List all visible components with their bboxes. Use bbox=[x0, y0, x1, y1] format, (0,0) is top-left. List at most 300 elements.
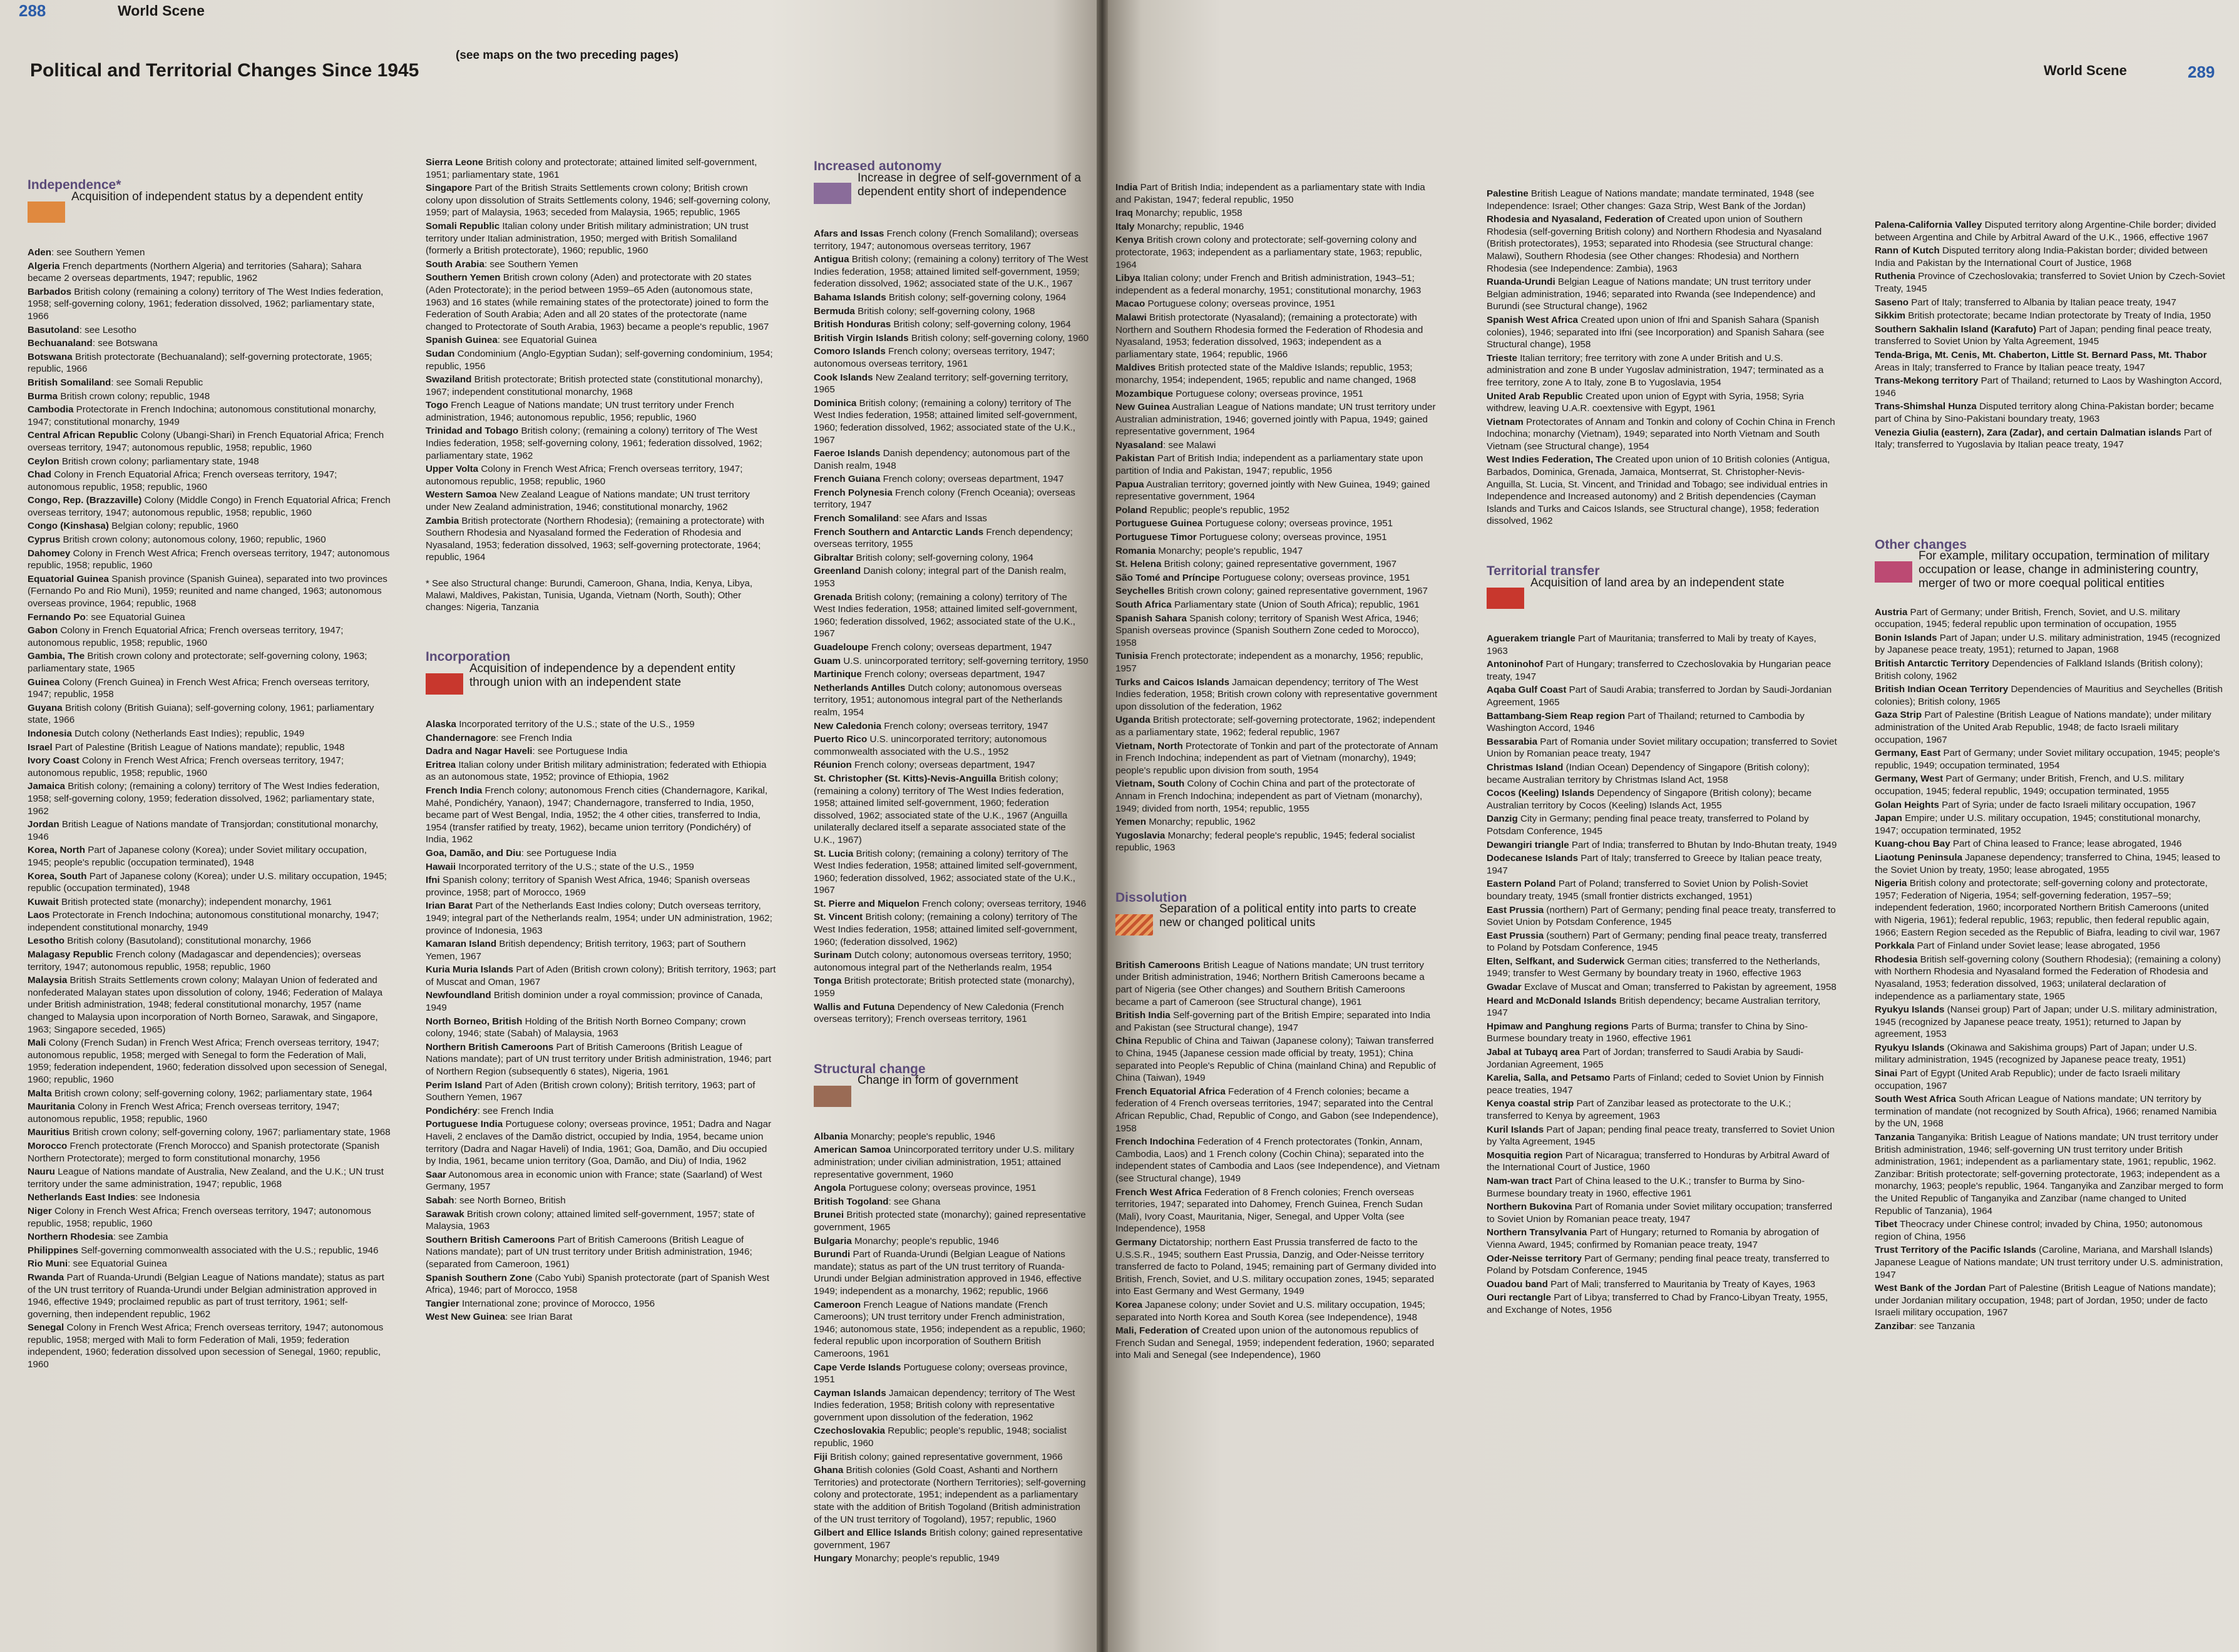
entry-name: Barbados bbox=[28, 286, 72, 297]
entry-list bbox=[1115, 959, 1441, 1362]
entry-name: Gilbert and Ellice Islands bbox=[814, 1527, 927, 1539]
entry bbox=[1487, 1150, 1837, 1174]
entry-text: Part of Syria; under de facto Israeli military occupation, 1967 bbox=[1939, 799, 2196, 810]
entry bbox=[1115, 959, 1441, 1008]
entry bbox=[1487, 1253, 1837, 1277]
entry bbox=[426, 272, 776, 333]
entry-name: Kamaran Island bbox=[426, 939, 497, 950]
entry-text: British colony; gained representative government, 1967 bbox=[814, 1527, 1083, 1551]
entry-name: Nyasaland bbox=[1115, 439, 1163, 451]
entry-text: British protectorate; British protected state (constitutional monarchy), 1967; independent constitutional monarchy, 1968 bbox=[426, 374, 763, 397]
entry bbox=[426, 874, 776, 899]
entry-text: U.S. unincorporated territory; autonomous commonwealth associated with the U.S., 1952 bbox=[814, 734, 1047, 757]
entry-text: Portuguese colony; overseas province, 1951 bbox=[846, 1183, 1037, 1194]
entry-name: Kuria Muria Islands bbox=[426, 964, 514, 976]
entry-text: British crown colony (Aden) and protectorate with 20 states (Aden Protectorate); in the period between 1959–65 Aden (autonomous state, 1963) and 16 states (while remaining states of the protectorate) joined to form the Federation of South Arabia; Aden and all 20 states of the protectorate (name changed to Protectorate of South Arabia, 1963) became a people's republic, 1967 bbox=[426, 272, 769, 332]
entry-name: Bermuda bbox=[814, 305, 855, 317]
entry-list bbox=[1875, 219, 2225, 451]
entry bbox=[1875, 658, 2225, 682]
entry-text: Protectorate in French Indochina; autonomous constitutional monarchy, 1947; independent constitutional monarchy, 1949 bbox=[28, 910, 379, 933]
entry-text: Spanish colony; territory of Spanish West Africa, 1946; Spanish overseas province, 1958; part of Morocco, 1969 bbox=[426, 875, 751, 898]
entry bbox=[1875, 799, 2225, 812]
entry bbox=[1487, 1292, 1837, 1316]
entry-name: Northern Rhodesia bbox=[28, 1231, 113, 1243]
entry-name: Tunisia bbox=[1115, 651, 1149, 662]
entry-text: French colony (Madagascar and dependencies); overseas territory, 1947; autonomous republic, 1958; republic, 1960 bbox=[28, 949, 361, 972]
entry-text: Protectorate in French Indochina; autonomous constitutional monarchy, 1947; constitutional monarchy, 1949 bbox=[28, 404, 376, 427]
entry-text: British protectorate (Nyasaland); (remaining a protectorate) with Northern and Southern Rhodesia formed the Federation of Rhodesia and Nyasaland, 1953; federation dissolved, 1963; independent as a parliamentary state, 1964; republic, 1966 bbox=[1115, 312, 1423, 360]
entry-name: Mosquitia region bbox=[1487, 1150, 1563, 1161]
entry-name: Netherlands East Indies bbox=[28, 1192, 136, 1203]
entry-name: Palestine bbox=[1487, 188, 1529, 199]
entry-name: Rhodesia and Nyasaland, Federation of bbox=[1487, 214, 1665, 225]
entry-name: Ruanda-Urundi bbox=[1487, 277, 1555, 288]
entry-name: Italy bbox=[1115, 221, 1135, 232]
entry-text: Part of Japanese colony (Korea); under Soviet military occupation, 1945; people's republic (occupation terminated), 1948 bbox=[28, 845, 367, 868]
entry-name: Goa, Damão, and Diu bbox=[426, 847, 521, 859]
entry-text: (Okinawa and Sakishima groups) Part of Japan; under U.S. military administration, 1945 (recognized by Japanese peace treaty, 1951) bbox=[1875, 1042, 2197, 1066]
entry-text: Monarchy; federal people's republic, 1945; federal socialist republic, 1963 bbox=[1115, 830, 1415, 854]
entry-text: British colony; self-governing colony, 1968 bbox=[854, 305, 1035, 317]
entry-name: Korea, North bbox=[28, 845, 85, 856]
entry bbox=[28, 728, 391, 740]
entry bbox=[1487, 684, 1837, 708]
entry-text: Part of Germany; under Soviet military occupation, 1945; people's republic, 1949; occupation terminated, 1954 bbox=[1875, 748, 2220, 771]
entry bbox=[28, 494, 391, 519]
entry bbox=[1487, 852, 1837, 877]
entry-text: : see Afars and Issas bbox=[898, 513, 987, 524]
entry-text: : see Southern Yemen bbox=[484, 258, 578, 270]
entry-name: Elten, Selfkant, and Suderwick bbox=[1487, 956, 1625, 967]
entry bbox=[1115, 1325, 1441, 1362]
entry-name: French Guiana bbox=[814, 474, 881, 485]
entry-name: Puerto Rico bbox=[814, 734, 868, 745]
entry-name: Tibet bbox=[1875, 1219, 1898, 1230]
entry-text: Part of Germany; pending final peace treaty, transferred to Poland by Potsdam Conference, 1945 bbox=[1487, 1253, 1830, 1277]
entry-text: Parts of Finland; ceded to Soviet Union by Finnish peace treaties, 1947 bbox=[1487, 1073, 1824, 1096]
entry-text: : see Southern Yemen bbox=[51, 247, 145, 258]
entry-name: Albania bbox=[814, 1131, 848, 1142]
entry-text: Incorporated territory of the U.S.; state of the U.S., 1959 bbox=[456, 719, 695, 730]
entry-name: Pondichéry bbox=[426, 1105, 478, 1116]
entry bbox=[1875, 632, 2225, 656]
entry-name: Guyana bbox=[28, 702, 63, 713]
entry-name: Algeria bbox=[28, 260, 60, 272]
entry bbox=[1487, 390, 1837, 415]
entry bbox=[28, 1037, 391, 1086]
color-swatch bbox=[814, 183, 851, 204]
entry-text: Federation of 4 French protectorates (Tonkin, Annam, Cambodia, Laos) and 1 French colony (Cochin China); separated into the independent states of Cambodia and Laos (see Independence), and Vietnam (see Structural change), 1949 bbox=[1115, 1136, 1440, 1184]
entry bbox=[28, 260, 391, 285]
entry-name: Trinidad and Tobago bbox=[426, 426, 519, 437]
entry-name: Martinique bbox=[814, 669, 862, 680]
entry-text: Monarchy; people's republic, 1949 bbox=[852, 1553, 1000, 1564]
entry-text: Self-governing part of the British Empire; separated into India and Pakistan (see Structural change), 1947 bbox=[1115, 1010, 1431, 1033]
entry bbox=[1875, 812, 2225, 837]
entry-text: British Straits Settlements crown colony; Malayan Union of federated and nonfederated Malayan states upon dissolution of colony, 1946; Federation of Malaya under British administration, 1948; federal constitutional monarchy, 1957 (name changed to Malaysia upon incorporation of North Borneo, Sarawak, and Singapore, 1963; Singapore seceded, 1965) bbox=[28, 975, 383, 1035]
entry-text: Part of Saudi Arabia; transferred to Jordan by Saudi-Jordanian Agreement, 1965 bbox=[1487, 685, 1832, 708]
entry-text: : see French India bbox=[496, 732, 572, 743]
entry-name: French Southern and Antarctic Lands bbox=[814, 526, 984, 538]
entry bbox=[28, 1101, 391, 1125]
entry-name: Trust Territory of the Pacific Islands bbox=[1875, 1245, 2036, 1256]
entry bbox=[814, 975, 1089, 999]
entry-text: : see Ghana bbox=[888, 1196, 941, 1207]
entry-name: Danzig bbox=[1487, 813, 1518, 825]
entry-name: Ceylon bbox=[28, 456, 59, 467]
entry-text: International zone; province of Morocco, 1956 bbox=[459, 1298, 655, 1309]
entry-text: Part of Egypt (United Arab Republic); under de facto Israeli military occupation, 1967 bbox=[1875, 1068, 2180, 1091]
entry-name: Bessarabia bbox=[1487, 736, 1538, 747]
entry bbox=[426, 1079, 776, 1104]
entry-text: Colony in French Equatorial Africa; French overseas territory, 1947; autonomous republic, 1958; republic, 1960 bbox=[28, 469, 337, 492]
entry-name: Germany, East bbox=[1875, 748, 1941, 759]
entry bbox=[814, 848, 1089, 897]
entry-name: Spanish Southern Zone bbox=[426, 1272, 533, 1283]
entry bbox=[1487, 1046, 1837, 1071]
entry bbox=[814, 253, 1089, 290]
entry-text: (Caroline, Mariana, and Marshall Islands) Japanese League of Nations mandate; UN trust territory under U.S. administration, 1947 bbox=[1875, 1245, 2223, 1280]
entry-name: Netherlands Antilles bbox=[814, 682, 906, 693]
entry bbox=[28, 429, 391, 454]
entry-name: West Bank of the Jordan bbox=[1875, 1283, 1986, 1294]
entry-text: French colony; overseas department, 1947 bbox=[880, 474, 1064, 485]
entry-text: British colony; (remaining a colony) territory of The West Indies federation, 1958; attained limited self-government, 1960; (federation dissolved, 1962) bbox=[814, 912, 1078, 947]
entry-name: São Tomé and Príncipe bbox=[1115, 572, 1220, 583]
category-title: Dissolution bbox=[1115, 890, 1187, 905]
color-swatch bbox=[426, 673, 463, 695]
entry-text: British crown colony; gained representative government, 1967 bbox=[1164, 586, 1428, 597]
entry-text: (Nansei group) Part of Japan; under U.S. military administration, 1945 (recognized by Japanese peace treaty, 1951); returned to Japan by agreement, 1953 bbox=[1875, 1004, 2217, 1040]
entry-text: Italian colony under British military administration; UN trust territory under Italian administration, 1950; merged with British Somaliland (formerly a British protectorate), 1960; republic, 1960 bbox=[426, 220, 749, 257]
entry bbox=[1115, 1299, 1441, 1323]
entry-name: Dadra and Nagar Haveli bbox=[426, 746, 533, 757]
entry-text: Created upon union of Southern Rhodesia (self-governing British colony) and Northern Rhodesia and Nyasaland (British protectorates), 1953; separated into Rhodesia (see Structural change: Malawi), Southern Rhodesia (see Other changes: Rhodesia) and Northern Rhodesia (see Independence: Zambia), 1963 bbox=[1487, 214, 1822, 274]
entry bbox=[814, 1464, 1089, 1526]
entry bbox=[814, 487, 1089, 511]
entry bbox=[28, 337, 391, 350]
color-swatch bbox=[1115, 914, 1153, 936]
entry-name: Hungary bbox=[814, 1553, 853, 1564]
entry-name: Swaziland bbox=[426, 374, 472, 385]
entry-name: British Togoland bbox=[814, 1196, 889, 1207]
entry bbox=[1487, 956, 1837, 980]
entry-text: Dutch colony; autonomous overseas territory, 1950; autonomous integral part of the Netherlands realm, 1954 bbox=[814, 950, 1072, 973]
entry-name: Northern Bukovina bbox=[1487, 1201, 1572, 1213]
entry bbox=[1115, 479, 1441, 503]
entry bbox=[1487, 878, 1837, 902]
entry-text: Dependency of New Caledonia (French overseas territory); French overseas territory, 1961 bbox=[814, 1001, 1064, 1025]
entry-name: Chad bbox=[28, 469, 51, 481]
entry-text: : see Indonesia bbox=[135, 1192, 200, 1203]
entry-text: South African League of Nations mandate; UN territory by termination of mandate (not recognized by South Africa), 1966; renamed Namibia by the UN, 1968 bbox=[1875, 1094, 2217, 1129]
entry-text: British colony; (remaining a colony) territory of The West Indies federation, 1958; attained limited self-government, 1959; federation dissolved, 1962; associated state of the U.K., 1967 bbox=[814, 254, 1089, 290]
entry-text: British self-governing colony (Southern Rhodesia); (remaining a colony) with Northern Rhodesia and Nyasaland formed the Federation of Rhodesia and Nyasaland, 1953; federation dissolved, 1963; unilateral declaration of independence as a parliamentary state, 1965 bbox=[1875, 954, 2221, 1002]
entry-text: Monarchy; republic, 1962 bbox=[1145, 817, 1256, 828]
entry-text: Unincorporated territory under U.S. military administration; under civilian administration, 1951; attained representative government, 1960 bbox=[814, 1145, 1075, 1180]
entry-list bbox=[1487, 188, 1837, 528]
entry bbox=[28, 1245, 391, 1257]
entry bbox=[1875, 1131, 2225, 1217]
entry bbox=[1115, 298, 1441, 310]
entry bbox=[28, 1088, 391, 1100]
entry-name: Palena-California Valley bbox=[1875, 220, 1982, 230]
page-number-left: 288 bbox=[19, 1, 46, 20]
entry bbox=[28, 1205, 391, 1230]
entry-text: Colony of Cochin China and part of the protectorate of Annam in French Indochina; independent as part of Vietnam (monarchy), 1949; divided from north, 1954; republic, 1955 bbox=[1115, 778, 1423, 814]
entry bbox=[1875, 1218, 2225, 1243]
entry bbox=[1115, 1086, 1441, 1134]
entry-text: British crown colony and protectorate; self-governing colony and protectorate, 1963; independent as a parliamentary state, 1963; republic, 1964 bbox=[1115, 235, 1422, 270]
entry bbox=[814, 668, 1089, 681]
entry bbox=[1115, 816, 1441, 829]
entry bbox=[28, 548, 391, 572]
entry-name: Tangier bbox=[426, 1298, 459, 1309]
entry-name: Togo bbox=[426, 400, 448, 411]
entry-name: Portuguese Guinea bbox=[1115, 518, 1203, 529]
entry-text: Part of Ruanda-Urundi (Belgian League of Nations mandate); status as part of the UN trust territory of Ruanda-Urundi under Belgian administration approved in 1946, effective 1949; independent as a monarchy, 1962; republic, 1966 bbox=[814, 1249, 1082, 1297]
entry-text: Part of Romania under Soviet military occupation; transferred to Soviet Union by Romanian peace treaty, 1947 bbox=[1487, 1201, 1833, 1225]
entry-text: French protectorate (French Morocco) and Spanish protectorate (Spanish Northern Protectorate); merged to form constitutional monarchy, 1956 bbox=[28, 1140, 380, 1164]
entry-text: Part of Aden (British crown colony); British territory, 1963; part of Southern Yemen, 1967 bbox=[426, 1079, 756, 1103]
entry-text: Dependencies of Falkland Islands (British colony); British colony, 1962 bbox=[1875, 658, 2203, 681]
entry bbox=[1875, 747, 2225, 772]
entry-text: French colony; overseas territory, 1946 bbox=[919, 898, 1087, 909]
entry bbox=[28, 469, 391, 493]
entry-name: Portuguese India bbox=[426, 1119, 503, 1130]
entry-text: French colony; overseas department, 1947 bbox=[851, 760, 1035, 771]
entry bbox=[426, 515, 776, 564]
entry-name: Bonin Islands bbox=[1875, 632, 1937, 643]
entry-text: Created upon union of 10 British colonies (Antigua, Barbados, Dominica, Grenada, Jamaica, Montserrat, St. Christopher-Nevis-Anguilla, St. Lucia, St. Vincent, and Trinidad and Tobago; see individual entries in Independence and Increased autonomy) and 2 British dependencies (Cayman Islands and Turks and Caicos Islands, see Structural change), 1958; federation dissolved, 1962 bbox=[1487, 454, 1830, 527]
entry-text: Part of Jordan; transferred to Saudi Arabia by Saudi-Jordanian Agreement, 1965 bbox=[1487, 1047, 1804, 1070]
entry-name: Cambodia bbox=[28, 404, 74, 416]
entry bbox=[1875, 219, 2225, 243]
entry-name: Porkkala bbox=[1875, 941, 1915, 952]
entry-name: Cayman Islands bbox=[814, 1387, 886, 1399]
entry-text: Spanish province (Spanish Guinea), separated into two provinces (Fernando Po and Rio Muni), 1959; reunited and name changed, 1963; autonomous overseas province, 1964; republic, 1968 bbox=[28, 573, 387, 609]
entry bbox=[1115, 545, 1441, 558]
entry-name: Spanish Guinea bbox=[426, 335, 498, 346]
entry-text: British colony; (remaining a colony) territory of The West Indies federation, 1958; attained limited self-government, 1960; federation dissolved, 1962; associated state of the U.K., 1967 bbox=[814, 397, 1077, 446]
entry bbox=[814, 682, 1089, 719]
entry bbox=[426, 732, 776, 745]
entry bbox=[814, 447, 1089, 472]
entry bbox=[1115, 1186, 1441, 1235]
entry bbox=[1487, 787, 1837, 812]
entry-name: East Prussia bbox=[1487, 904, 1544, 915]
entry bbox=[28, 1140, 391, 1165]
legend-independence bbox=[28, 179, 391, 235]
entry-name: Malaysia bbox=[28, 975, 68, 986]
entry bbox=[28, 1322, 391, 1370]
entry bbox=[1115, 740, 1441, 777]
entry-text: British colonies (Gold Coast, Ashanti and Northern Territories) and protectorate (Northern Territories); self-governing colony and protectorate, 1951; independent as a parliamentary state with the addition of British Togoland (British administration of the UN trust territory of Togoland), 1957; republic, 1960 bbox=[814, 1465, 1086, 1525]
entry bbox=[1115, 207, 1441, 220]
entry-text: U.S. unincorporated territory; self-governing territory, 1950 bbox=[841, 655, 1089, 666]
entry bbox=[426, 220, 776, 257]
entry bbox=[814, 591, 1089, 640]
entry-text: Japanese dependency; transferred to China, 1945; leased to the Soviet Union by treaty, 1950; lease abrogated, 1955 bbox=[1875, 852, 2221, 875]
entry-text: League of Nations mandate of Australia, New Zealand, and the U.K.; UN trust territory under the same administration, 1947; republic, 1968 bbox=[28, 1166, 384, 1190]
entry-text: Part of Hungary; transferred to Czechoslovakia by Hungarian peace treaty, 1947 bbox=[1487, 659, 1832, 682]
entry bbox=[1487, 188, 1837, 212]
entry-name: Mali, Federation of bbox=[1115, 1325, 1200, 1337]
entry-name: West Indies Federation, The bbox=[1487, 454, 1613, 466]
entry-text: Portuguese colony; overseas province, 1951 bbox=[1145, 298, 1336, 310]
entry bbox=[814, 1144, 1089, 1181]
entry-name: Rio Muni bbox=[28, 1258, 68, 1270]
running-head-right: World Scene bbox=[2044, 63, 2127, 78]
entry-name: French Somaliland bbox=[814, 513, 899, 524]
entry-text: Portuguese colony; overseas province, 1951 bbox=[1219, 572, 1410, 583]
entry-name: Morocco bbox=[28, 1140, 68, 1151]
entry bbox=[28, 1166, 391, 1190]
entry-name: Germany bbox=[1115, 1236, 1157, 1248]
entry bbox=[1487, 1021, 1837, 1045]
entry-name: Chandernagore bbox=[426, 732, 496, 743]
entry bbox=[1487, 710, 1837, 735]
entry bbox=[1487, 904, 1837, 929]
entry-name: Malagasy Republic bbox=[28, 949, 113, 961]
entry bbox=[1115, 401, 1441, 438]
running-head-left: World Scene bbox=[118, 3, 205, 19]
entry-list bbox=[1487, 633, 1837, 1316]
entry-text: : see Botswana bbox=[92, 338, 158, 349]
entry-text: Created upon union of the autonomous republics of French Sudan and Senegal, 1959; independent federation, 1960; separated into Mali and Senegal (see Independence), 1960 bbox=[1115, 1325, 1435, 1361]
entry-text: Condominium (Anglo-Egyptian Sudan); self-governing condominium, 1954; republic, 1956 bbox=[426, 348, 773, 372]
entry-text: Disputed territory along Argentine-Chile border; divided between Argentina and Chile by Arbitral Award of the U.K., 1966, effective 1967 bbox=[1875, 220, 2216, 243]
entry bbox=[1115, 1009, 1441, 1034]
entry-name: Burma bbox=[28, 390, 58, 402]
entry-text: : see French India bbox=[477, 1105, 554, 1116]
entry bbox=[426, 1311, 776, 1323]
entry bbox=[1115, 181, 1441, 206]
entry-name: Poland bbox=[1115, 504, 1147, 516]
entry-text: Colony in French Equatorial Africa; French overseas territory, 1947; autonomous republic, 1958; republic, 1960 bbox=[28, 625, 344, 648]
entry-text: : see Equatorial Guinea bbox=[68, 1258, 167, 1270]
entry-text: Jamaican dependency; territory of The West Indies federation, 1958; British crown colony with representative government upon dissolution of the federation, 1962 bbox=[1115, 676, 1438, 712]
entry bbox=[1875, 773, 2225, 797]
entry bbox=[1115, 531, 1441, 544]
entry bbox=[426, 1234, 776, 1271]
entry bbox=[1115, 558, 1441, 571]
entry-list bbox=[426, 156, 776, 564]
footnote: * See also Structural change: Burundi, Cameroon, Ghana, India, Kenya, Libya, Malawi, Maldives, Pakistan, Tunisia, Uganda, Vietnam (North, South); Other changes: Nigeria, Tanzania bbox=[426, 578, 752, 613]
legend-other-changes bbox=[1875, 539, 2225, 595]
entry-name: Eastern Poland bbox=[1487, 879, 1556, 890]
entry-text: British colony; (remaining a colony) territory of The West Indies federation, 1958; self-governing colony, 1961; federation dissolved, 1962; parliamentary state, 1962 bbox=[426, 426, 762, 461]
entry-text: Portuguese colony; overseas province, 1951 bbox=[1196, 532, 1387, 543]
entry bbox=[1115, 1236, 1441, 1298]
entry-name: Lesotho bbox=[28, 936, 65, 947]
entry-name: Kuril Islands bbox=[1487, 1124, 1544, 1135]
entry bbox=[1487, 1201, 1837, 1225]
entry-name: Cocos (Keeling) Islands bbox=[1487, 788, 1595, 799]
entry bbox=[814, 773, 1089, 847]
entry bbox=[1875, 349, 2225, 374]
entry-name: Afars and Issas bbox=[814, 228, 884, 239]
entry-text: British colony; gained representative government, 1966 bbox=[827, 1451, 1063, 1462]
column-6 bbox=[1875, 219, 2225, 1334]
entry-name: Jamaica bbox=[28, 781, 65, 792]
entry-text: Republic; people's republic, 1952 bbox=[1147, 504, 1290, 516]
entry-name: South Africa bbox=[1115, 599, 1172, 610]
entry-name: Turks and Caicos Islands bbox=[1115, 676, 1230, 688]
entry bbox=[1115, 388, 1441, 400]
entry-name: Greenland bbox=[814, 566, 861, 577]
entry-name: Macao bbox=[1115, 298, 1145, 310]
entry-name: Basutoland bbox=[28, 324, 79, 335]
entry-name: Eritrea bbox=[426, 759, 456, 770]
entry-text: Part of Aden (British crown colony); British territory, 1963; part of Muscat and Oman, 1967 bbox=[426, 964, 776, 987]
entry-name: Ghana bbox=[814, 1465, 844, 1476]
entry-text: Colony (Ubangi-Shari) in French Equatorial Africa; French overseas territory, 1947; autonomous republic, 1958; republic, 1960 bbox=[28, 430, 384, 453]
entry bbox=[28, 1272, 391, 1320]
entry-name: Rwanda bbox=[28, 1272, 64, 1283]
entry-text: British League of Nations mandate of Transjordan; constitutional monarchy, 1946 bbox=[28, 819, 379, 842]
entry-name: Singapore bbox=[426, 183, 473, 194]
entry bbox=[1487, 1278, 1837, 1291]
entry bbox=[28, 1191, 391, 1204]
entry bbox=[426, 745, 776, 758]
entry-name: Nauru bbox=[28, 1166, 55, 1178]
entry-text: British crown colony and protectorate; self-governing colony, 1963; parliamentary state, 1965 bbox=[28, 651, 367, 674]
entry-text: French colony; overseas department, 1947 bbox=[861, 669, 1045, 680]
entry bbox=[1875, 1042, 2225, 1066]
entry bbox=[1875, 838, 2225, 850]
entry-text: Federation of 4 French colonies; became a federation of 4 French overseas territories, 1947; separated into the Central African Republic, Chad, Republic of Congo, and Gabon (see Independence), 1958 bbox=[1115, 1086, 1438, 1134]
entry-name: Papua bbox=[1115, 479, 1144, 490]
entry bbox=[426, 334, 776, 347]
entry bbox=[28, 909, 391, 934]
entry-text: : see North Borneo, British bbox=[454, 1195, 566, 1206]
entry bbox=[1875, 1320, 2225, 1333]
entry-name: British Cameroons bbox=[1115, 959, 1201, 971]
entry bbox=[814, 345, 1089, 370]
right-page bbox=[1108, 0, 2239, 1652]
entry-text: Part of Italy; transferred to Greece by Italian peace treaty, 1947 bbox=[1487, 853, 1822, 876]
entry-text: Australian League of Nations mandate; UN trust territory under Australian administration, 1946; governed jointly with Papua, 1949; gained representative government, 1964 bbox=[1115, 402, 1436, 437]
entry-name: Battambang-Siem Reap region bbox=[1487, 710, 1626, 721]
entry-text: British League of Nations mandate; UN trust territory under British administration, 1946; Northern British Cameroons became a part of Nigeria (see Other changes) and Southern British Cameroons became a part of Cameroon (see Structural change), 1961 bbox=[1115, 959, 1425, 1007]
entry bbox=[1115, 1136, 1441, 1185]
entry-name: Niger bbox=[28, 1205, 52, 1216]
entry bbox=[814, 319, 1089, 331]
entry bbox=[814, 1001, 1089, 1026]
entry bbox=[1115, 778, 1441, 815]
category-title: Independence* bbox=[28, 178, 121, 192]
legend-incorporation bbox=[426, 651, 776, 707]
entry-text: Areas in Italy; transferred to France by Italian peace treaty, 1947 bbox=[1875, 362, 2145, 373]
entry bbox=[814, 641, 1089, 654]
entry-text: Part of Japan; pending final peace treaty, transferred to Soviet Union by Yalta Agreement, 1945 bbox=[1875, 324, 2212, 347]
entry-text: French League of Nations mandate; UN trust territory under French administration, 1946; autonomous republic, 1956; republic, 1960 bbox=[426, 400, 734, 423]
entry-list bbox=[814, 1131, 1089, 1565]
entry-text: Part of China leased to the U.K.; transfer to Burma by Sino-Burmese boundary treaty in 1960, effective 1961 bbox=[1487, 1175, 1805, 1199]
entry bbox=[1115, 599, 1441, 611]
category-description: Acquisition of independence by a dependent entity through union with an independent state bbox=[469, 661, 735, 689]
entry bbox=[1487, 314, 1837, 351]
entry-name: Hawaii bbox=[426, 861, 456, 872]
entry-name: Aguerakem triangle bbox=[1487, 633, 1575, 645]
entry bbox=[28, 844, 391, 869]
entry bbox=[1487, 454, 1837, 528]
entry bbox=[28, 351, 391, 375]
entry-text: British colony; self-governing colony, 1960 bbox=[908, 332, 1089, 344]
entry-text: Italian territory; free territory with zone A under British and U.S. administration and zone B under Yugoslav administration, 1947; terminated as a free territory, zone A to Italy, zone B to Yugoslavia, 1954 bbox=[1487, 352, 1824, 388]
entry bbox=[814, 526, 1089, 551]
